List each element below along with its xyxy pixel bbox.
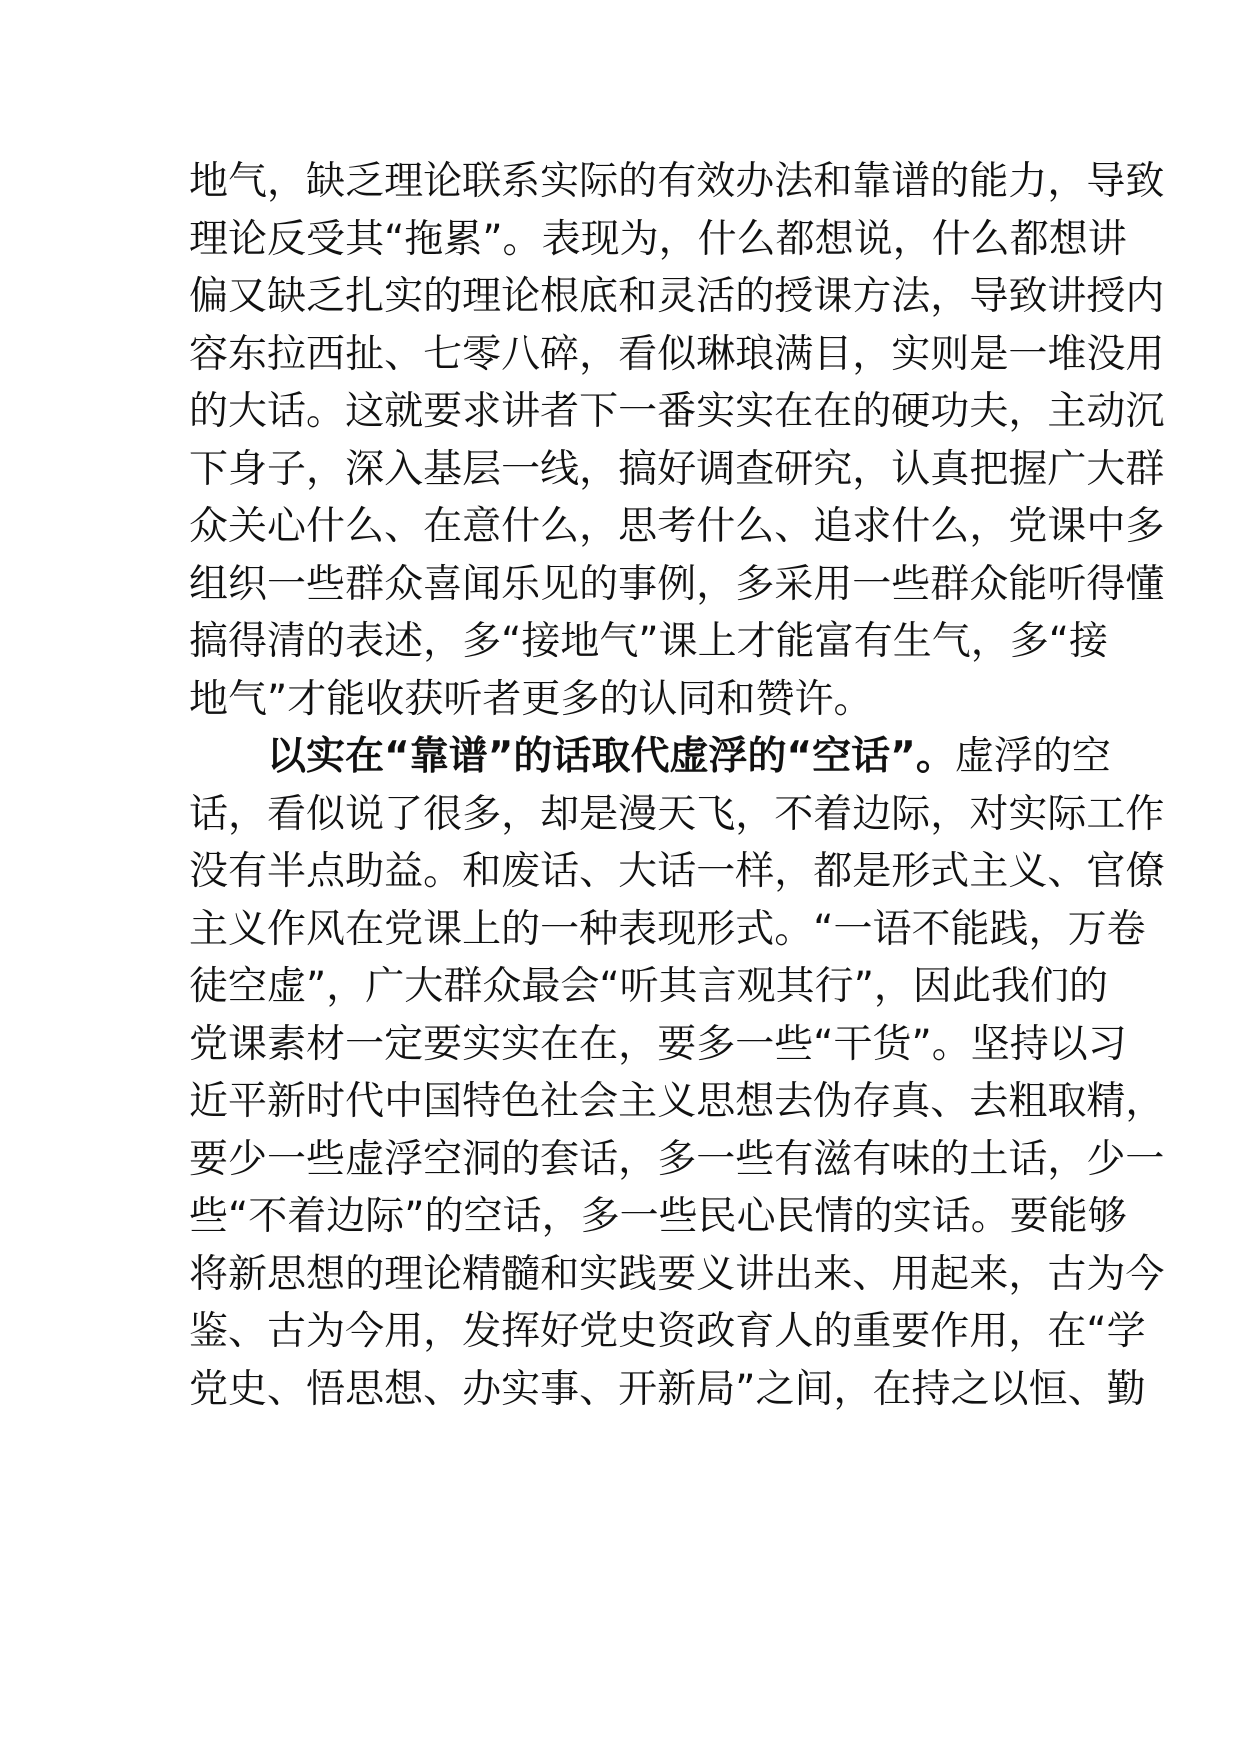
text-line: 要 少 一 些 虚 浮 空 洞 的 套 话 ， 多 一 些 有 滋 有 味 的 土 话 ， 少 一: [189, 1136, 1165, 1182]
text-line: 鉴 、 古 为 今 用 ， 发 挥 好 党 史 资 政 育 人 的 重 要 作 用 ， 在 “ 学: [189, 1309, 1146, 1354]
text-line: 将 新 思 想 的 理 论 精 髓 和 实 践 要 义 讲 出 来 、 用 起 来 ， 古 为 今: [189, 1251, 1165, 1297]
text-line: 众 关 心 什 么 、 在 意 什 么 ， 思 考 什 么 、 追 求 什 么 ， 党 课 中 多: [189, 504, 1165, 549]
text-line: 地 气 ， 缺 乏 理 论 联 系 实 际 的 有 效 办 法 和 靠 谱 的 能 力 ， 导 致: [189, 159, 1165, 204]
text-line: 话 ， 看 似 说 了 很 多 ， 却 是 漫 天 飞 ， 不 着 边 际 ， 对 实 际 工 作: [189, 791, 1165, 837]
text-line: 的 大 话 。 这 就 要 求 讲 者 下 一 番 实 实 在 在 的 硬 功 夫 ， 主 动 沉: [189, 389, 1165, 434]
text-line: 下 身 子 ， 深 入 基 层 一 线 ， 搞 好 调 查 研 究 ， 认 真 把 握 广 大 群: [189, 446, 1165, 492]
text-line: 近 平 新 时 代 中 国 特 色 社 会 主 义 思 想 去 伪 存 真 、 去 粗 取 精 ，: [189, 1079, 1165, 1124]
text-line: 偏 又 缺 乏 扎 实 的 理 论 根 底 和 灵 活 的 授 课 方 法 ， 导 致 讲 授 内: [189, 274, 1165, 319]
text-line: 理 论 反 受 其 “ 拖 累 ” 。 表 现 为 ， 什 么 都 想 说 ， 什 么 都 想 讲: [189, 216, 1127, 262]
text-line: 容 东 拉 西 扯 、 七 零 八 碎 ， 看 似 琳 琅 满 目 ， 实 则 是 一 堆 没 用: [189, 331, 1165, 377]
text-line: 些 “ 不 着 边 际 ” 的 空 话 ， 多 一 些 民 心 民 情 的 实 话 。 要 能 够: [189, 1194, 1127, 1239]
text-line: 地 气 ” 才 能 收 获 听 者 更 多 的 认 同 和 赞 许 。: [189, 676, 873, 722]
text-line: 以 实 在 “ 靠 谱 ” 的 话 取 代 虚 浮 的 “ 空 话 ” 。 虚 浮 的 空: [267, 734, 1111, 779]
text-line: 党 课 素 材 一 定 要 实 实 在 在 ， 要 多 一 些 “ 干 货 ” 。 坚 持 以 习: [189, 1021, 1127, 1067]
text-line: 组 织 一 些 群 众 喜 闻 乐 见 的 事 例 ， 多 采 用 一 些 群 众 能 听 得 懂: [189, 561, 1165, 607]
text-line: 没 有 半 点 助 益 。 和 废 话 、 大 话 一 样 ， 都 是 形 式 主 义 、 官 僚: [189, 849, 1165, 894]
text-line: 徒 空 虚 ” ， 广 大 群 众 最 会 “ 听 其 言 观 其 行 ” ， 因 此 我 们 的: [189, 964, 1108, 1009]
text-line: 搞 得 清 的 表 述 ， 多 “ 接 地 气 ” 课 上 才 能 富 有 生 气 ， 多 “ 接: [189, 619, 1108, 664]
text-line: 主 义 作 风 在 党 课 上 的 一 种 表 现 形 式 。 “ 一 语 不 能 践 ， 万 卷: [189, 906, 1146, 952]
text-line: 党 史 、 悟 思 想 、 办 实 事 、 开 新 局 ” 之 间 ， 在 持 之 以 恒 、 勤: [189, 1366, 1146, 1412]
